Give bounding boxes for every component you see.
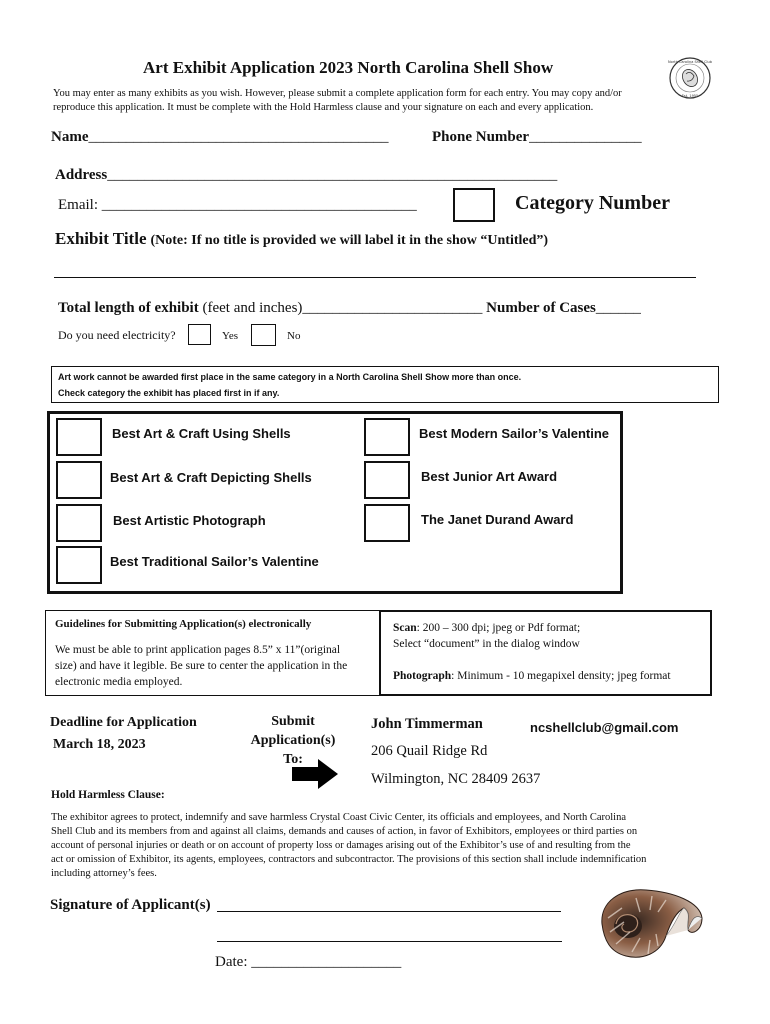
signature-line-1[interactable] <box>217 911 561 912</box>
total-length-field[interactable]: ________________________ <box>302 300 483 316</box>
category-checkbox-artistic-photograph[interactable] <box>56 504 102 542</box>
date-row <box>215 954 401 971</box>
scan-requirement <box>393 622 580 634</box>
deadline-label: Deadline for Application <box>50 715 197 730</box>
cases-field[interactable]: ______ <box>595 300 641 316</box>
contact-street: 206 Quail Ridge Rd <box>371 743 488 759</box>
address-field[interactable]: ____________________________________________________________ <box>107 167 558 183</box>
submit-line-3: To: <box>283 752 303 767</box>
category-label-modern-sailors-valentine: Best Modern Sailor’s Valentine <box>419 426 609 441</box>
category-number-label: Category Number <box>515 192 670 214</box>
phone-field-row <box>432 129 642 146</box>
contact-email[interactable]: ncshellclub@gmail.com <box>530 720 679 735</box>
notice-line-2: Check category the exhibit has placed first in if any. <box>58 388 280 398</box>
hold-harmless-line-1: The exhibitor agrees to protect, indemnify and save harmless Crystal Coast Civic Center, its officials and employees, and North Carolina <box>51 812 626 823</box>
nautilus-shell-illustration <box>596 884 706 962</box>
electricity-yes-label: Yes <box>222 330 239 342</box>
hold-harmless-heading: Hold Harmless Clause: <box>51 789 165 801</box>
hold-harmless-line-4: act or omission of Exhibitor, its agents, employees, contractors and subcontractor. The provisions of this section shall include indemnification <box>51 854 647 865</box>
phone-field[interactable]: _______________ <box>529 129 642 145</box>
exhibit-title-field[interactable] <box>54 277 696 278</box>
guidelines-body-line-1: We must be able to print application pages 8.5” x 11”(original <box>55 644 341 656</box>
category-label-artistic-photograph: Best Artistic Photograph <box>113 513 266 528</box>
submit-line-1: Submit <box>271 714 315 729</box>
email-field-row <box>58 197 417 214</box>
scan-label: Scan <box>393 622 417 634</box>
guidelines-body-line-2: size) and have it legible. Be sure to center the application in the <box>55 660 348 672</box>
hold-harmless-text <box>51 811 711 881</box>
address-label: Address <box>55 167 108 183</box>
hold-harmless-line-3: account of personal injuries or death or on account of property loss or damages arising out of the Exhibitor’s use of and resulting from the <box>51 840 631 851</box>
category-checkbox-junior-art-award[interactable] <box>364 461 410 499</box>
total-length-units: (feet and inches) <box>202 300 303 316</box>
right-arrow-icon <box>292 759 338 789</box>
photo-requirement <box>393 670 671 682</box>
email-label: Email: <box>58 197 98 213</box>
scan-text-line-2: Select “document” in the dialog window <box>393 638 580 650</box>
total-length-label: Total length of exhibit <box>58 300 199 316</box>
category-checkbox-art-craft-using-shells[interactable] <box>56 418 102 456</box>
guidelines-body-line-3: electronic media employed. <box>55 676 183 688</box>
guidelines-box <box>45 610 381 696</box>
electricity-label: Do you need electricity? <box>58 328 176 342</box>
category-label-traditional-sailors-valentine: Best Traditional Sailor’s Valentine <box>110 554 319 569</box>
format-requirements-box <box>379 610 712 696</box>
exhibit-title-label: Exhibit Title <box>55 229 147 248</box>
date-field[interactable]: ____________________ <box>251 954 402 970</box>
svg-text:North Carolina Shell Club: North Carolina Shell Club <box>668 60 712 64</box>
scan-text: : 200 – 300 dpi; jpeg or Pdf format; <box>416 622 581 634</box>
exhibit-title-row <box>55 229 548 249</box>
intro-text-line-2: reproduce this application. It must be complete with the Hold Harmless clause and your signature on each and every application. <box>53 102 594 113</box>
category-label-junior-art-award: Best Junior Art Award <box>421 469 558 484</box>
signature-label: Signature of Applicant(s) <box>50 897 211 913</box>
email-field[interactable]: __________________________________________ <box>101 197 417 213</box>
category-checkbox-janet-durand-award[interactable] <box>364 504 410 542</box>
photo-label: Photograph <box>393 670 452 682</box>
hold-harmless-line-2: Shell Club and its members from and against all claims, demands and causes of action, in favor of Exhibitors, employees or third parties on <box>51 826 638 837</box>
category-checkbox-art-craft-depicting-shells[interactable] <box>56 461 102 499</box>
contact-name: John Timmerman <box>371 716 483 732</box>
phone-label: Phone Number <box>432 129 530 145</box>
category-label-janet-durand-award: The Janet Durand Award <box>421 512 574 527</box>
photo-text: : Minimum - 10 megapixel density; jpeg format <box>451 670 671 682</box>
name-field-row <box>51 129 389 146</box>
category-checkbox-modern-sailors-valentine[interactable] <box>364 418 410 456</box>
electricity-yes-checkbox[interactable] <box>188 324 211 345</box>
name-label: Name <box>51 129 89 145</box>
page-title: Art Exhibit Application 2023 North Carolina Shell Show <box>143 58 554 77</box>
address-field-row <box>55 167 557 184</box>
deadline-date: March 18, 2023 <box>53 737 146 752</box>
submit-line-2: Application(s) <box>250 733 336 748</box>
category-checkbox-traditional-sailors-valentine[interactable] <box>56 546 102 584</box>
electricity-no-label: No <box>287 330 301 342</box>
svg-text:Est. 1955: Est. 1955 <box>681 94 699 98</box>
notice-line-1: Art work cannot be awarded first place in the same category in a North Carolina Shell Show more than once. <box>58 372 522 382</box>
electricity-no-checkbox[interactable] <box>251 324 276 346</box>
guidelines-heading: Guidelines for Submitting Application(s) electronically <box>55 618 312 630</box>
category-number-box[interactable] <box>453 188 495 222</box>
club-seal-icon <box>668 56 712 100</box>
exhibit-title-note: (Note: If no title is provided we will label it in the show “Untitled”) <box>150 233 549 248</box>
hold-harmless-line-5: including attorney’s fees. <box>51 868 157 879</box>
total-length-row <box>58 300 641 317</box>
first-place-notice <box>51 366 719 403</box>
date-label: Date: <box>215 954 248 970</box>
contact-city: Wilmington, NC 28409 2637 <box>371 771 541 787</box>
cases-label: Number of Cases <box>486 300 596 316</box>
intro-text-line-1: You may enter as many exhibits as you wish. However, please submit a complete application form for each entry. You may copy and/or <box>53 88 622 99</box>
name-field[interactable]: ________________________________________ <box>88 129 389 145</box>
category-label-art-craft-using-shells: Best Art & Craft Using Shells <box>112 426 291 441</box>
category-label-art-craft-depicting-shells: Best Art & Craft Depicting Shells <box>110 470 312 485</box>
signature-line-2[interactable] <box>217 941 562 942</box>
